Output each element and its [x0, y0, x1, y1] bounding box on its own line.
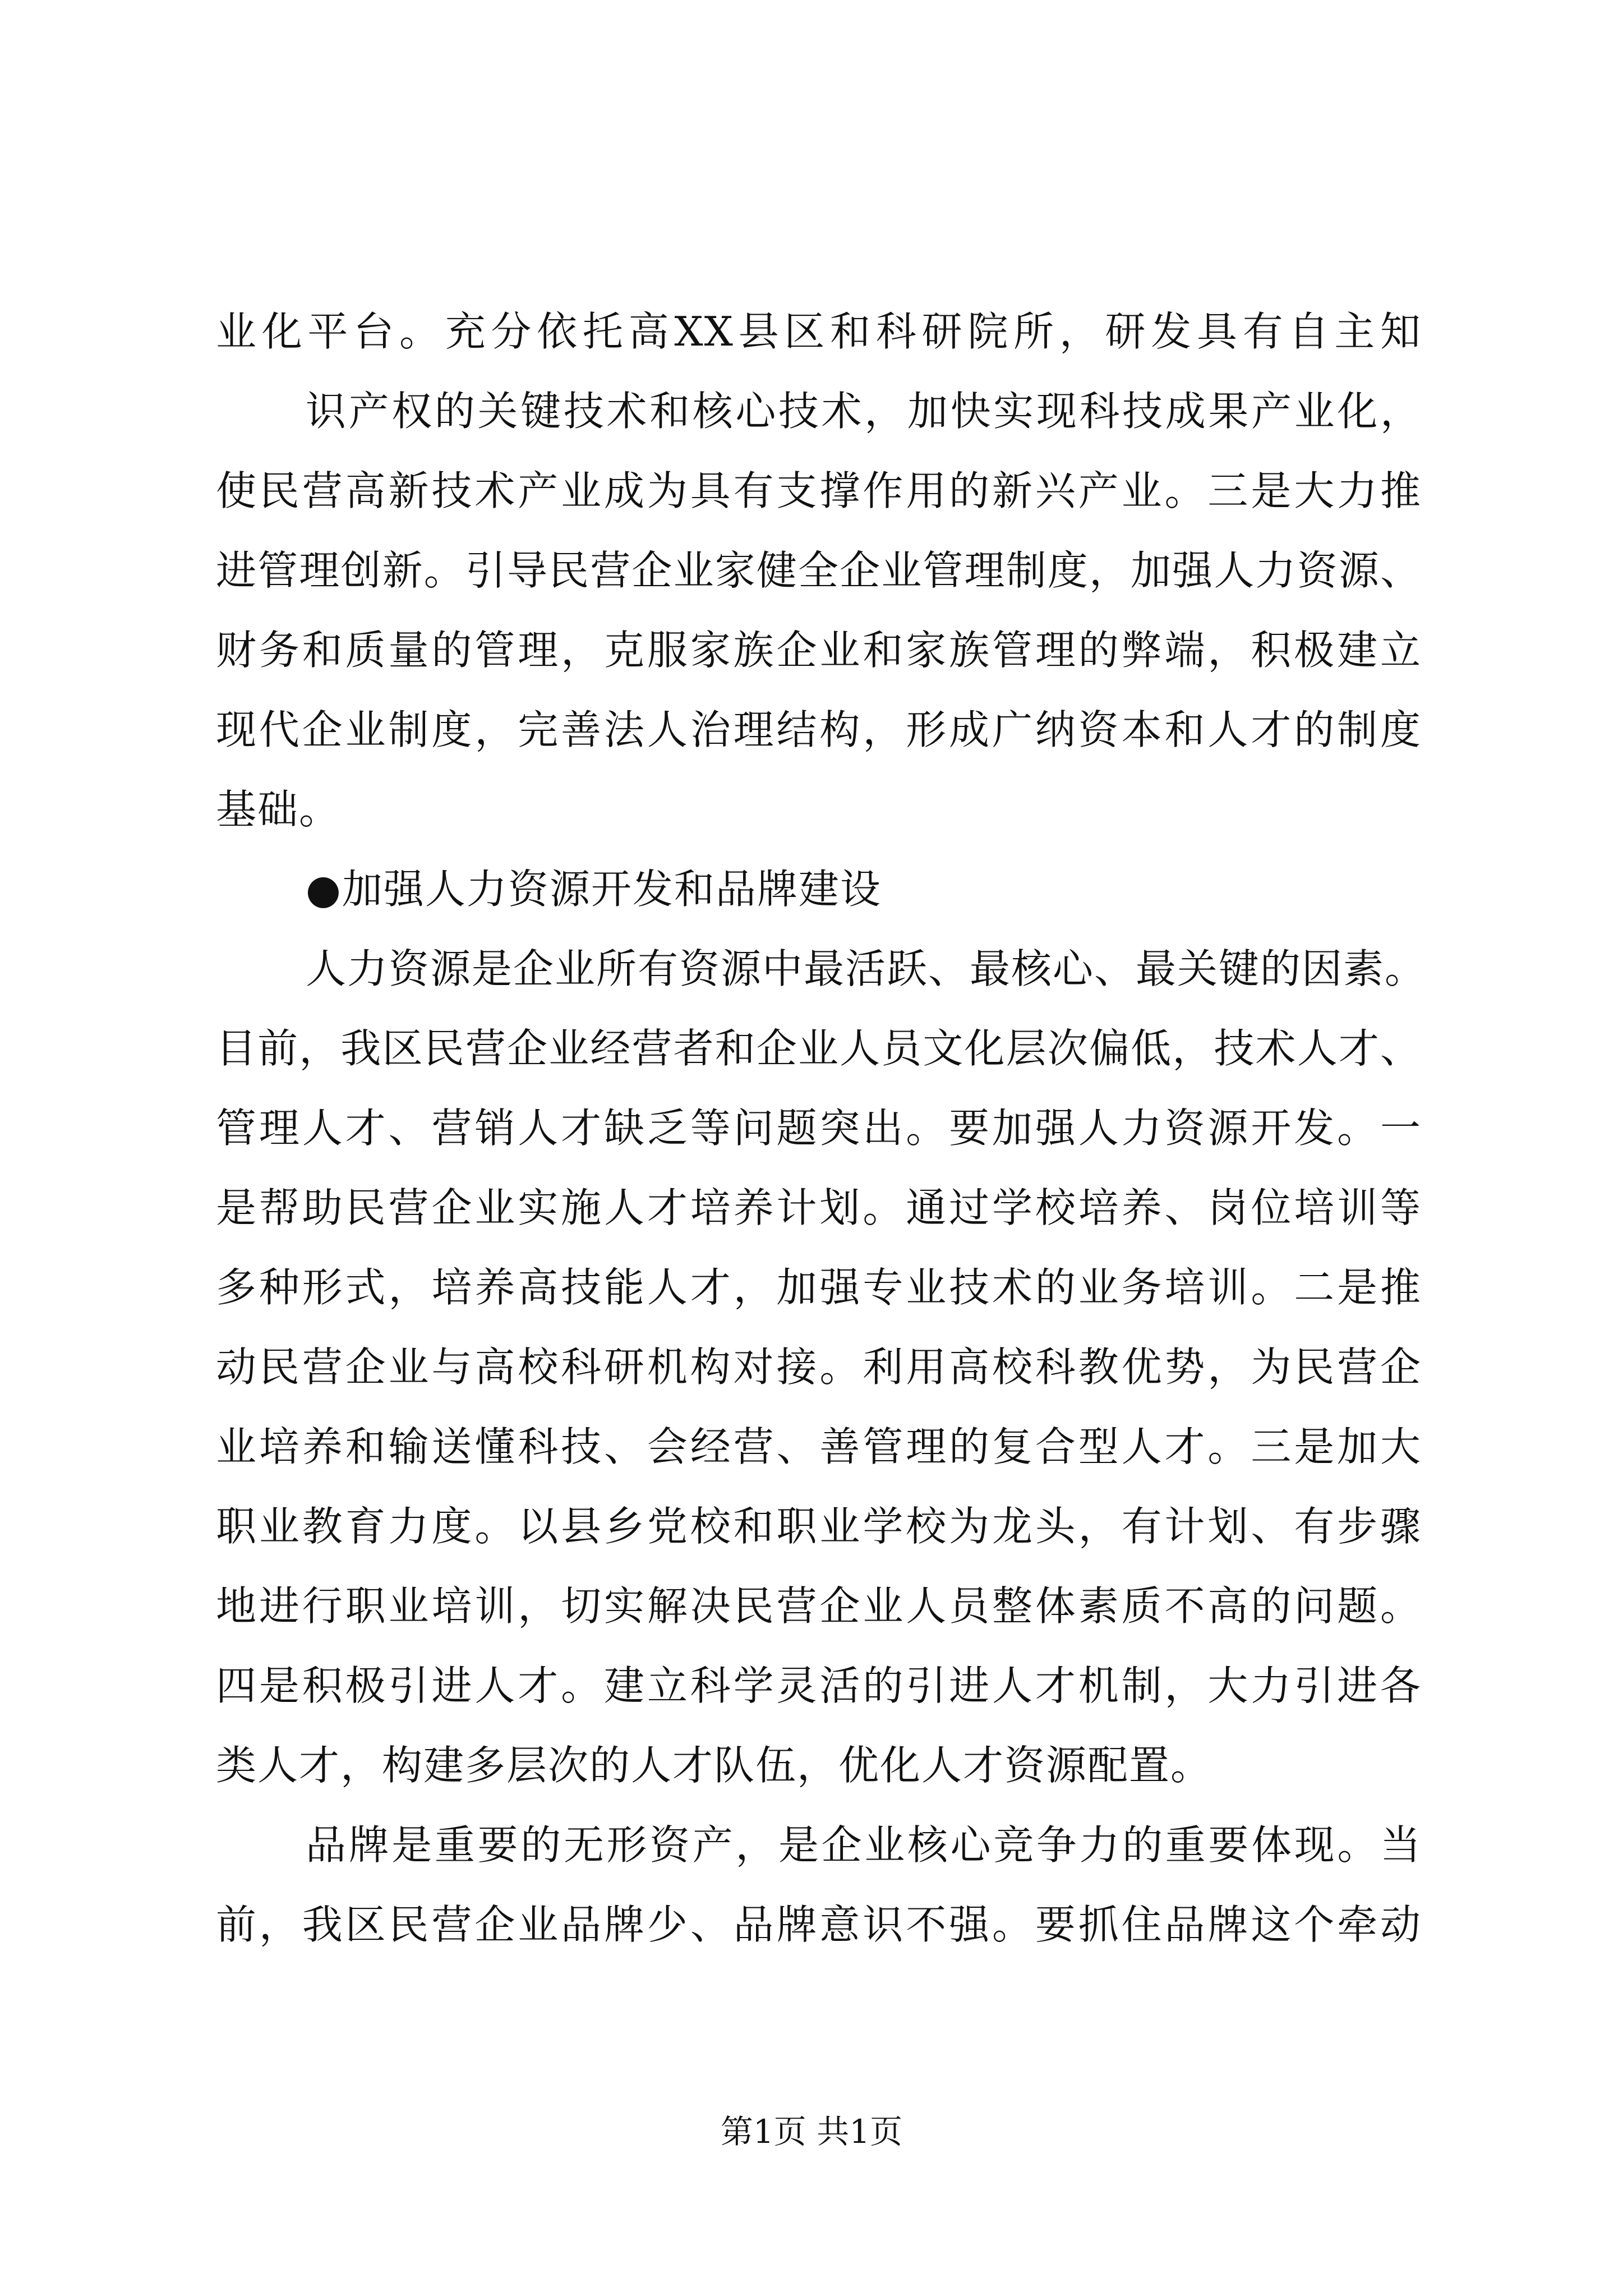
page-indicator: 第1页 共1页 [720, 2113, 903, 2151]
text-line: 使民营高新技术产业成为具有支撑作用的新兴产业。三是大力推 [216, 467, 1422, 514]
text-line: 前，我区民营企业品牌少、品牌意识不强。要抓住品牌这个牵动 [216, 1901, 1422, 1948]
text-line: 业培养和输送懂科技、会经营、善管理的复合型人才。三是加大 [216, 1423, 1422, 1470]
text-line: 是帮助民营企业实施人才培养计划。通过学校培养、岗位培训等 [216, 1184, 1422, 1231]
text-line: 管理人才、营销人才缺乏等问题突出。要加强人力资源开发。一 [216, 1105, 1422, 1152]
text-line: 四是积极引进人才。建立科学灵活的引进人才机制，大力引进各 [216, 1662, 1422, 1709]
section-heading: ●加强人力资源开发和品牌建设 [306, 866, 882, 913]
text-line: 人力资源是企业所有资源中最活跃、最核心、最关键的因素。 [306, 945, 1427, 992]
text-line: 财务和质量的管理，克服家族企业和家族管理的弊端，积极建立 [216, 627, 1422, 674]
text-line: 地进行职业培训，切实解决民营企业人员整体素质不高的问题。 [216, 1582, 1422, 1630]
text-line: 目前，我区民营企业经营者和企业人员文化层次偏低，技术人才、 [216, 1025, 1422, 1072]
page-footer [0, 2109, 1623, 2154]
text-line: 多种形式，培养高技能人才，加强专业技术的业务培训。二是推 [216, 1264, 1422, 1311]
text-line: 基础。 [216, 786, 341, 833]
document-body [216, 292, 1427, 1964]
text-line: 现代企业制度，完善法人治理结构，形成广纳资本和人才的制度 [216, 706, 1422, 753]
text-line: 识产权的关键技术和核心技术，加快实现科技成果产业化， [306, 388, 1422, 435]
text-line: 职业教育力度。以县乡党校和职业学校为龙头，有计划、有步骤 [216, 1503, 1422, 1550]
text-line: 品牌是重要的无形资产，是企业核心竞争力的重要体现。当 [306, 1821, 1422, 1869]
text-line: 业化平台。充分依托高XX县区和科研院所，研发具有自主知 [216, 308, 1422, 355]
text-line: 进管理创新。引导民营企业家健全企业管理制度，加强人力资源、 [216, 547, 1422, 594]
text-line: 动民营企业与高校科研机构对接。利用高校科教优势，为民营企 [216, 1343, 1422, 1391]
text-line: 类人才，构建多层次的人才队伍，优化人才资源配置。 [216, 1742, 1212, 1789]
